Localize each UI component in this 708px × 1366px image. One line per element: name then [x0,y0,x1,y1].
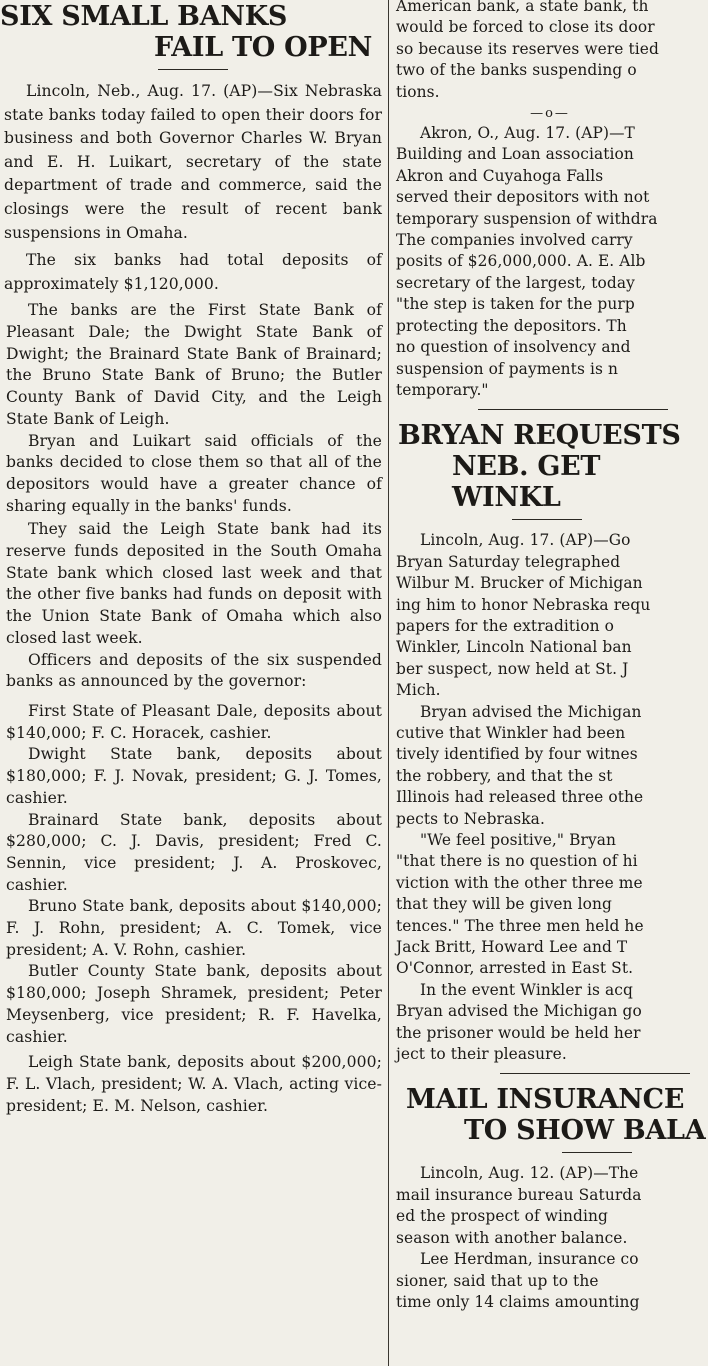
article-line: temporary." [396,380,489,399]
section-divider: —o— [530,106,570,122]
headline-line-2: NEB. GET WINKL [452,451,601,514]
article-paragraph: Lincoln, Neb., Aug. 17. (AP)—Six Nebraska state banks today failed to open their doors for business and both Governor Charles W. Bryan and E. H. Luikart, secretary of the state department of trade and commerce, said the closings were the result of recent bank suspensions in Omaha. [4,82,382,242]
article-line: Mich. [396,681,441,700]
article-line: "that there is no question of hi [396,852,638,871]
article-line: mail insurance bureau Saturda [396,1185,642,1204]
bryan-article [392,530,708,1065]
article-line: served their depositors with not [396,188,650,207]
article-line: ed the prospect of winding [396,1207,608,1226]
article-line: "We feel positive," Bryan [420,831,617,849]
article-line: that they will be given long [396,895,612,914]
article-line: suspension of payments is n [396,359,618,378]
article-line: Bryan Saturday telegraphed [396,552,621,571]
six-banks-body [0,300,386,1117]
bank-listing: Leigh State bank, deposits about $200,000; F. L. Vlach, president; W. A. Vlach, acting vice-president; E. M. Nelson, cashier. [6,1053,382,1115]
article-paragraph: The six banks had total deposits of approximately $1,120,000. [4,251,382,293]
bank-listing: First State of Pleasant Dale, deposits about $140,000; F. C. Horacek, cashier. [6,702,382,742]
bryan-requests-headline [392,420,708,513]
headline-line-2: TO SHOW BALA [464,1115,706,1147]
continued-article [392,0,708,103]
article-line: cutive that Winkler had been [396,723,626,742]
article-line: Building and Loan association [396,145,634,164]
article-line: tions. [396,82,440,101]
article-line: Bryan advised the Michigan [420,702,642,721]
article-line: Akron, O., Aug. 17. (AP)—T [420,124,635,143]
headline-divider [158,69,228,70]
article-line: "the step is taken for the purp [396,295,635,314]
left-column [0,0,386,1117]
article-line: The companies involved carry [396,231,633,250]
article-line: Winkler, Lincoln National ban [396,638,632,657]
article-line: Akron and Cuyahoga Falls [396,166,604,185]
article-line: Jack Britt, Howard Lee and T [396,938,628,957]
article-line: Lincoln, Aug. 12. (AP)—The [420,1164,639,1183]
article-line: ing him to honor Nebraska requ [396,595,651,614]
article-line: time only 14 claims amounting [396,1292,640,1311]
bank-listing: Bruno State bank, deposits about $140,000; F. J. Rohn, president; A. C. Tomek, vice president; A. V. Rohn, cashier. [6,897,382,959]
article-line: O'Connor, arrested in East St. [396,959,634,978]
article-paragraph: Bryan and Luikart said officials of the banks decided to close them so that all of the depositors would have a greater chance of sharing equally in the banks' funds. [6,431,382,515]
mail-insurance-headline [392,1084,708,1146]
article-line: ject to their pleasure. [396,1045,567,1064]
article-line: the prisoner would be held her [396,1023,641,1042]
headline-line-1: BRYAN REQUESTS [398,420,681,452]
article-line: tences." The three men held he [396,916,644,935]
article-line: ber suspect, now held at St. J [396,659,629,678]
bank-listing: Brainard State bank, deposits about $280,000; C. J. Davis, president; Fred C. Sennin, vice president; J. A. Proskovec, cashier. [6,810,382,894]
article-line: Lincoln, Aug. 17. (AP)—Go [420,531,631,550]
column-rule [388,0,389,1366]
article-line: two of the banks suspending o [396,61,637,80]
article-line: Lee Herdman, insurance co [420,1250,639,1269]
article-paragraph: The banks are the First State Bank of Pleasant Dale; the Dwight State Bank of Dwight; the Brainard State Bank of Brainard; the Bruno State Bank of Bruno; the Butler County Bank of David City, and the Leigh State Bank of Leigh. [6,301,382,428]
headline-divider [562,1152,632,1153]
article-line: papers for the extradition o [396,616,614,635]
right-column [392,0,708,1313]
article-line: season with another balance. [396,1228,628,1247]
article-line: protecting the depositors. Th [396,316,627,335]
article-line: Illinois had released three othe [396,788,644,807]
article-line: viction with the other three me [396,873,643,892]
bank-listing: Dwight State bank, deposits about $180,000; F. J. Novak, president; G. J. Tomes, cashier. [6,745,382,807]
article-line: sioner, said that up to the [396,1271,599,1290]
headline-line-1: SIX SMALL BANKS [0,1,288,32]
article-line: American bank, a state bank, th [396,0,649,15]
article-line: In the event Winkler is acq [420,980,633,999]
article-line: would be forced to close its door [396,18,655,37]
article-line: Wilbur M. Brucker of Michigan [396,574,643,593]
article-line: posits of $26,000,000. A. E. Alb [396,252,646,271]
article-line: Bryan advised the Michigan go [396,1002,642,1021]
article-rule [500,1073,690,1074]
six-banks-headline [0,1,386,63]
article-line: pects to Nebraska. [396,809,545,828]
bank-listing: Butler County State bank, deposits about $180,000; Joseph Shramek, president; Peter Meysenberg, vice president; R. F. Havelka, cashier. [6,962,382,1046]
article-line: tively identified by four witnes [396,745,638,764]
headline-line-1: MAIL INSURANCE [406,1084,685,1116]
akron-article [392,123,708,401]
article-line: no question of insolvency and [396,338,631,357]
article-rule [478,409,668,410]
headline-divider [512,519,582,520]
article-paragraph: Officers and deposits of the six suspended banks as announced by the governor: [6,650,382,691]
headline-line-2: FAIL TO OPEN [153,32,372,63]
article-line: the robbery, and that the st [396,766,613,785]
six-banks-intro [0,80,386,296]
article-line: temporary suspension of withdra [396,209,658,228]
article-line: so because its reserves were tied [396,39,659,58]
article-line: secretary of the largest, today [396,273,635,292]
article-paragraph: They said the Leigh State bank had its reserve funds deposited in the South Omaha State bank which closed last week and that the other five banks had funds on deposit with the Union State Bank of Omaha which also closed last week. [6,520,382,647]
mail-insurance-article [392,1163,708,1313]
